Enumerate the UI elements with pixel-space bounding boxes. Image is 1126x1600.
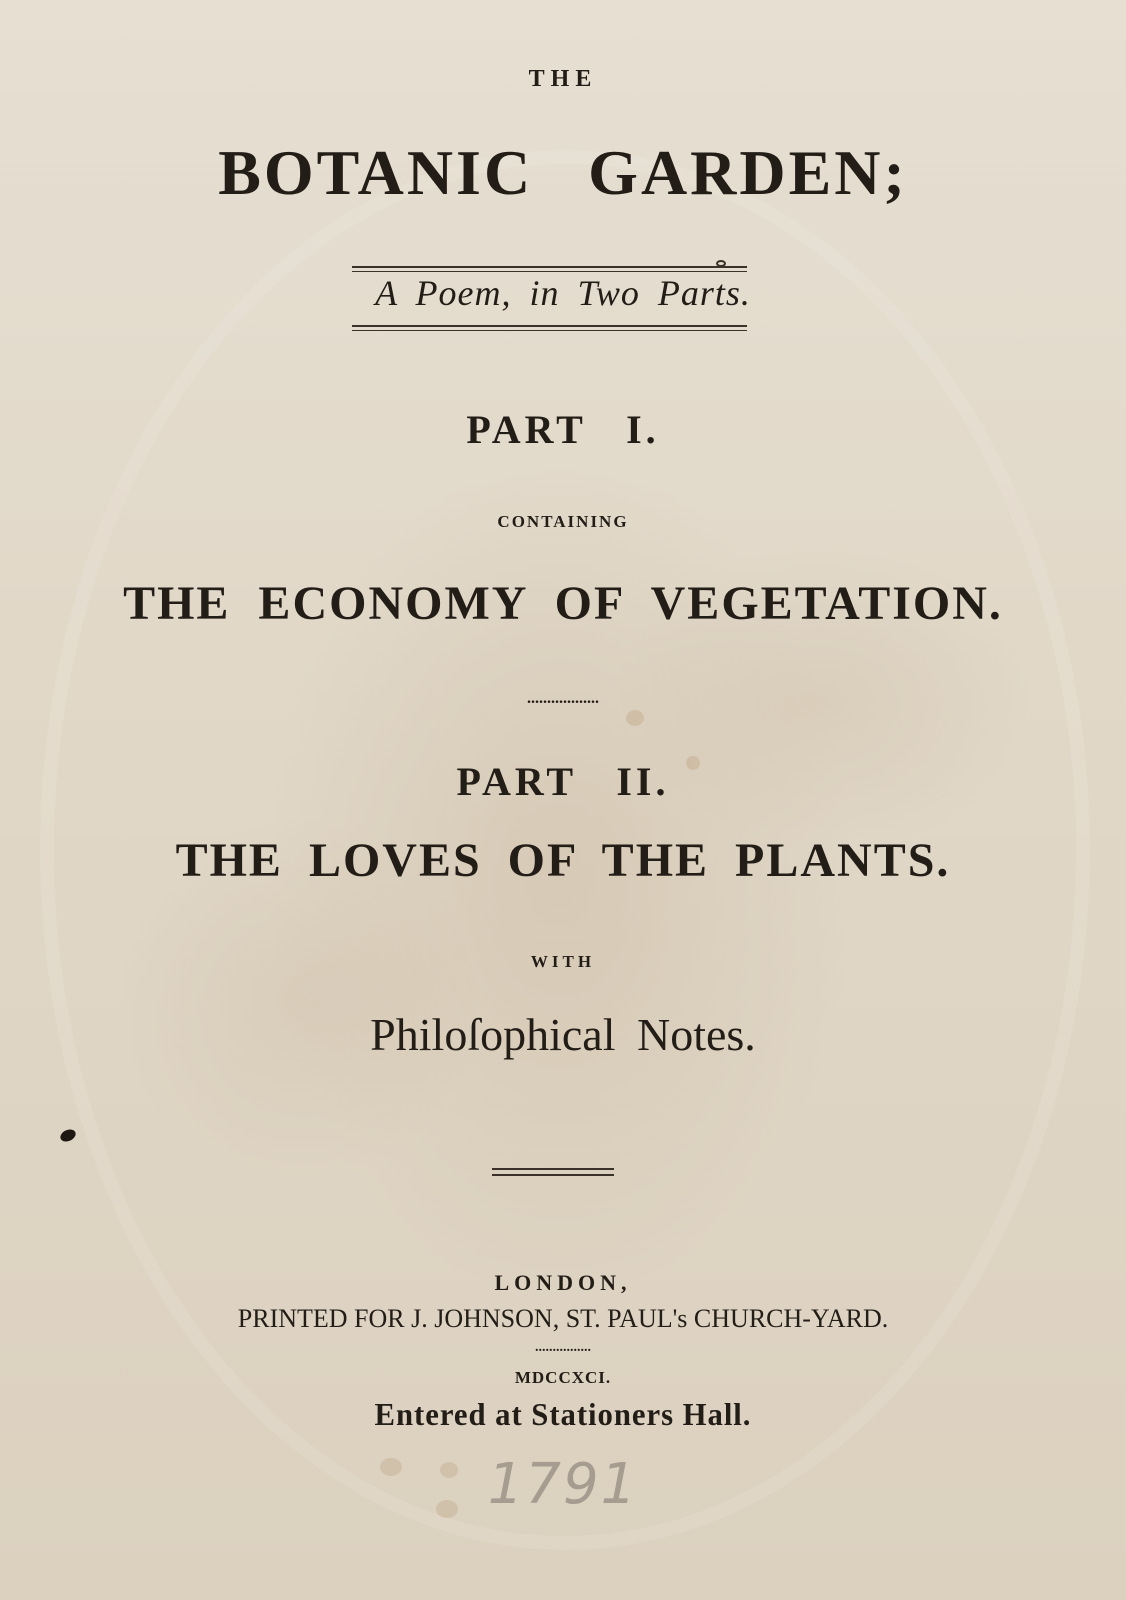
- with-label: WITH: [530, 952, 596, 971]
- part-two-heading: PART II.: [456, 759, 670, 804]
- separator-dots: ..................: [527, 690, 599, 707]
- subtitle-rule-bottom: [352, 325, 747, 327]
- subtitle: A Poem, in Two Parts.: [375, 273, 751, 313]
- imprint-dots: ................: [535, 1340, 591, 1355]
- part-one-heading: PART I.: [466, 407, 660, 452]
- imprint-rule-bottom: [492, 1174, 614, 1176]
- rule-ornament: [716, 260, 726, 267]
- containing-label: CONTAINING: [497, 512, 629, 531]
- book-title: BOTANIC GARDEN;: [218, 137, 908, 208]
- pencil-annotation: 1791: [487, 1452, 639, 1517]
- subtitle-rule-top: [352, 266, 747, 268]
- ink-blot: [58, 1127, 77, 1144]
- entered-at-stationers-hall: Entered at Stationers Hall.: [374, 1396, 752, 1432]
- title-article: THE: [528, 66, 598, 92]
- subtitle-rule-bottom-thin: [352, 330, 747, 331]
- imprint-rule-top: [492, 1168, 614, 1170]
- foxing-spot: [626, 710, 644, 726]
- imprint-year: MDCCXCI.: [514, 1368, 612, 1387]
- part-two-title: THE LOVES OF THE PLANTS.: [175, 834, 951, 887]
- imprint-city: LONDON,: [494, 1270, 632, 1295]
- notes-line: Philoſophical Notes.: [370, 1009, 756, 1060]
- imprint-printer: PRINTED FOR J. JOHNSON, ST. PAUL's CHURCH-YARD.: [237, 1304, 889, 1333]
- part-one-title: THE ECONOMY OF VEGETATION.: [123, 577, 1003, 630]
